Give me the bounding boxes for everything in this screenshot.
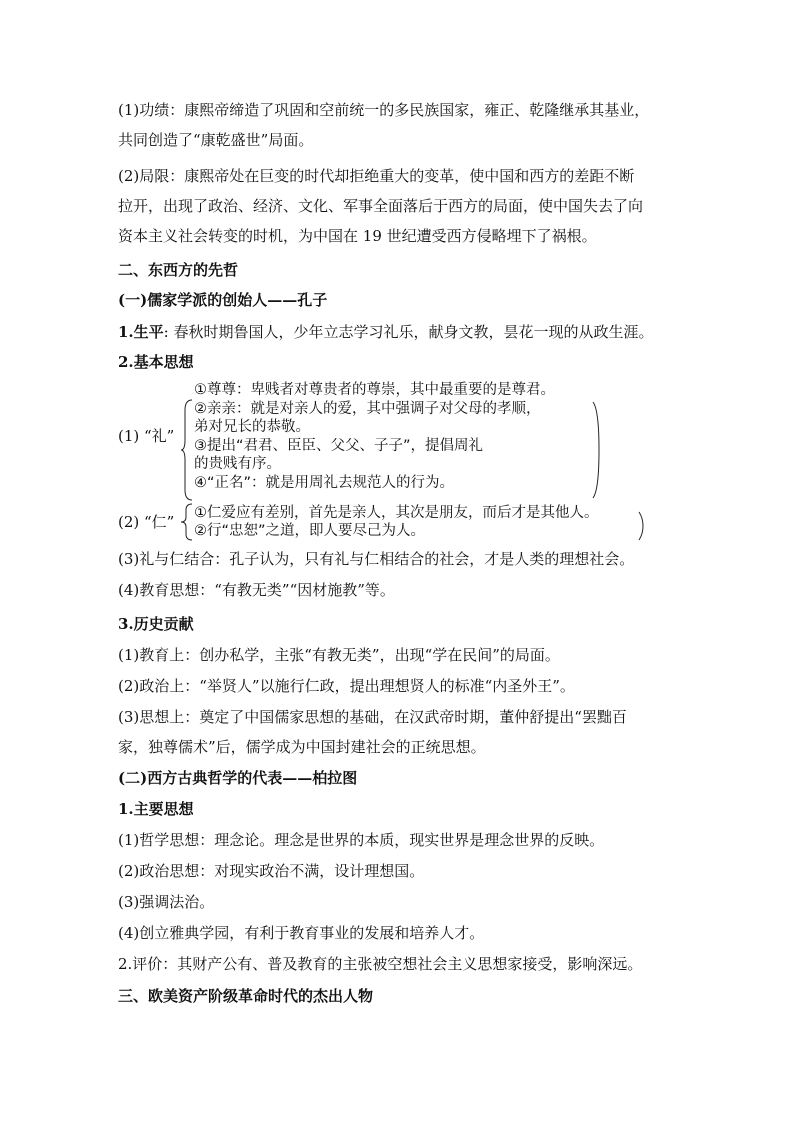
heading-basic-thought: 2.基本思想 xyxy=(118,353,194,371)
plato-rule-of-law: (3)强调法治。 xyxy=(118,893,215,911)
ren-item-1: ①仁爱应有差别，首先是亲人，其次是朋友，而后才是其他人。 xyxy=(194,505,599,521)
combine-line: (3)礼与仁结合：孔子认为，只有礼与仁相结合的社会，才是人类的理想社会。 xyxy=(118,550,635,568)
li-item-4: ④“正名”：就是用周礼去规范人的行为。 xyxy=(194,475,455,491)
plato-academy: (4)创立雅典学园，有利于教育事业的发展和培养人才。 xyxy=(118,924,485,942)
li-item-3a: ③提出“君君、臣臣、父父、子子”，提倡周礼 xyxy=(194,438,484,454)
ren-left-brace xyxy=(180,502,194,542)
contribution-thought-line-1: (3)思想上：奠定了中国儒家思想的基础，在汉武帝时期，董仲舒提出“罢黜百 xyxy=(118,708,627,726)
life-label: 1.生平 xyxy=(118,323,164,341)
ren-right-bracket xyxy=(637,510,645,542)
li-item-3b: 的贵贱有序。 xyxy=(194,456,281,472)
heading-contribution: 3.历史贡献 xyxy=(118,615,194,633)
plato-evaluation: 2.评价：其财产公有、普及教育的主张被空想社会主义思想家接受，影响深远。 xyxy=(118,955,643,973)
li-item-1: ①尊尊：卑贱者对尊贵者的尊崇，其中最重要的是尊君。 xyxy=(194,382,555,398)
achievement-line-1: (1)功绩：康熙帝缔造了巩固和空前统一的多民族国家，雍正、乾隆继承其基业， xyxy=(118,101,650,119)
limitation-line-1: (2)局限：康熙帝处在巨变的时代却拒绝重大的变革，使中国和西方的差距不断 xyxy=(118,167,635,185)
section-heading-2: 二、东西方的先哲 xyxy=(118,261,239,279)
li-item-2b: 弟对兄长的恭敬。 xyxy=(194,419,310,435)
ren-item-2: ②行“忠恕”之道，即人要尽己为人。 xyxy=(194,523,426,539)
ren-label: (2) “仁” xyxy=(118,513,175,531)
life-text: : 春秋时期鲁国人，少年立志学习礼乐，献身文教，昙花一现的从政生涯。 xyxy=(163,323,654,341)
contribution-politics: (2)政治上：“举贤人”以施行仁政，提出理想贤人的标准“内圣外王”。 xyxy=(118,677,575,695)
life-line xyxy=(118,322,654,342)
plato-philosophy: (1)哲学思想：理念论。理念是世界的本质，现实世界是理念世界的反映。 xyxy=(118,831,605,849)
heading-main-thought: 1.主要思想 xyxy=(118,800,194,818)
subheading-confucius: (一)儒家学派的创始人——孔子 xyxy=(118,291,328,309)
li-left-brace xyxy=(180,398,194,502)
limitation-line-3: 资本主义社会转变的时机，为中国在 19 世纪遭受西方侵略埋下了祸根。 xyxy=(118,227,597,245)
achievement-line-2: 共同创造了“康乾盛世”局面。 xyxy=(118,131,314,149)
plato-politics: (2)政治思想：对现实政治不满，设计理想国。 xyxy=(118,862,425,880)
limitation-line-2: 拉开，出现了政治、经济、文化、军事全面落后于西方的局面，使中国失去了向 xyxy=(118,197,644,215)
li-right-bracket xyxy=(591,400,601,500)
li-label: (1) “礼” xyxy=(118,427,175,445)
contribution-education: (1)教育上：创办私学，主张“有教无类”，出现“学在民间”的局面。 xyxy=(118,646,560,664)
li-item-2a: ②亲亲：就是对亲人的爱，其中强调子对父母的孝顺， xyxy=(194,401,541,417)
education-thought-line: (4)教育思想：“有教无类”“因材施教”等。 xyxy=(118,581,395,599)
section-heading-3: 三、欧美资产阶级革命时代的杰出人物 xyxy=(118,987,374,1005)
subheading-plato: (二)西方古典哲学的代表——柏拉图 xyxy=(118,769,358,787)
contribution-thought-line-2: 家，独尊儒术”后，儒学成为中国封建社会的正统思想。 xyxy=(118,738,486,756)
